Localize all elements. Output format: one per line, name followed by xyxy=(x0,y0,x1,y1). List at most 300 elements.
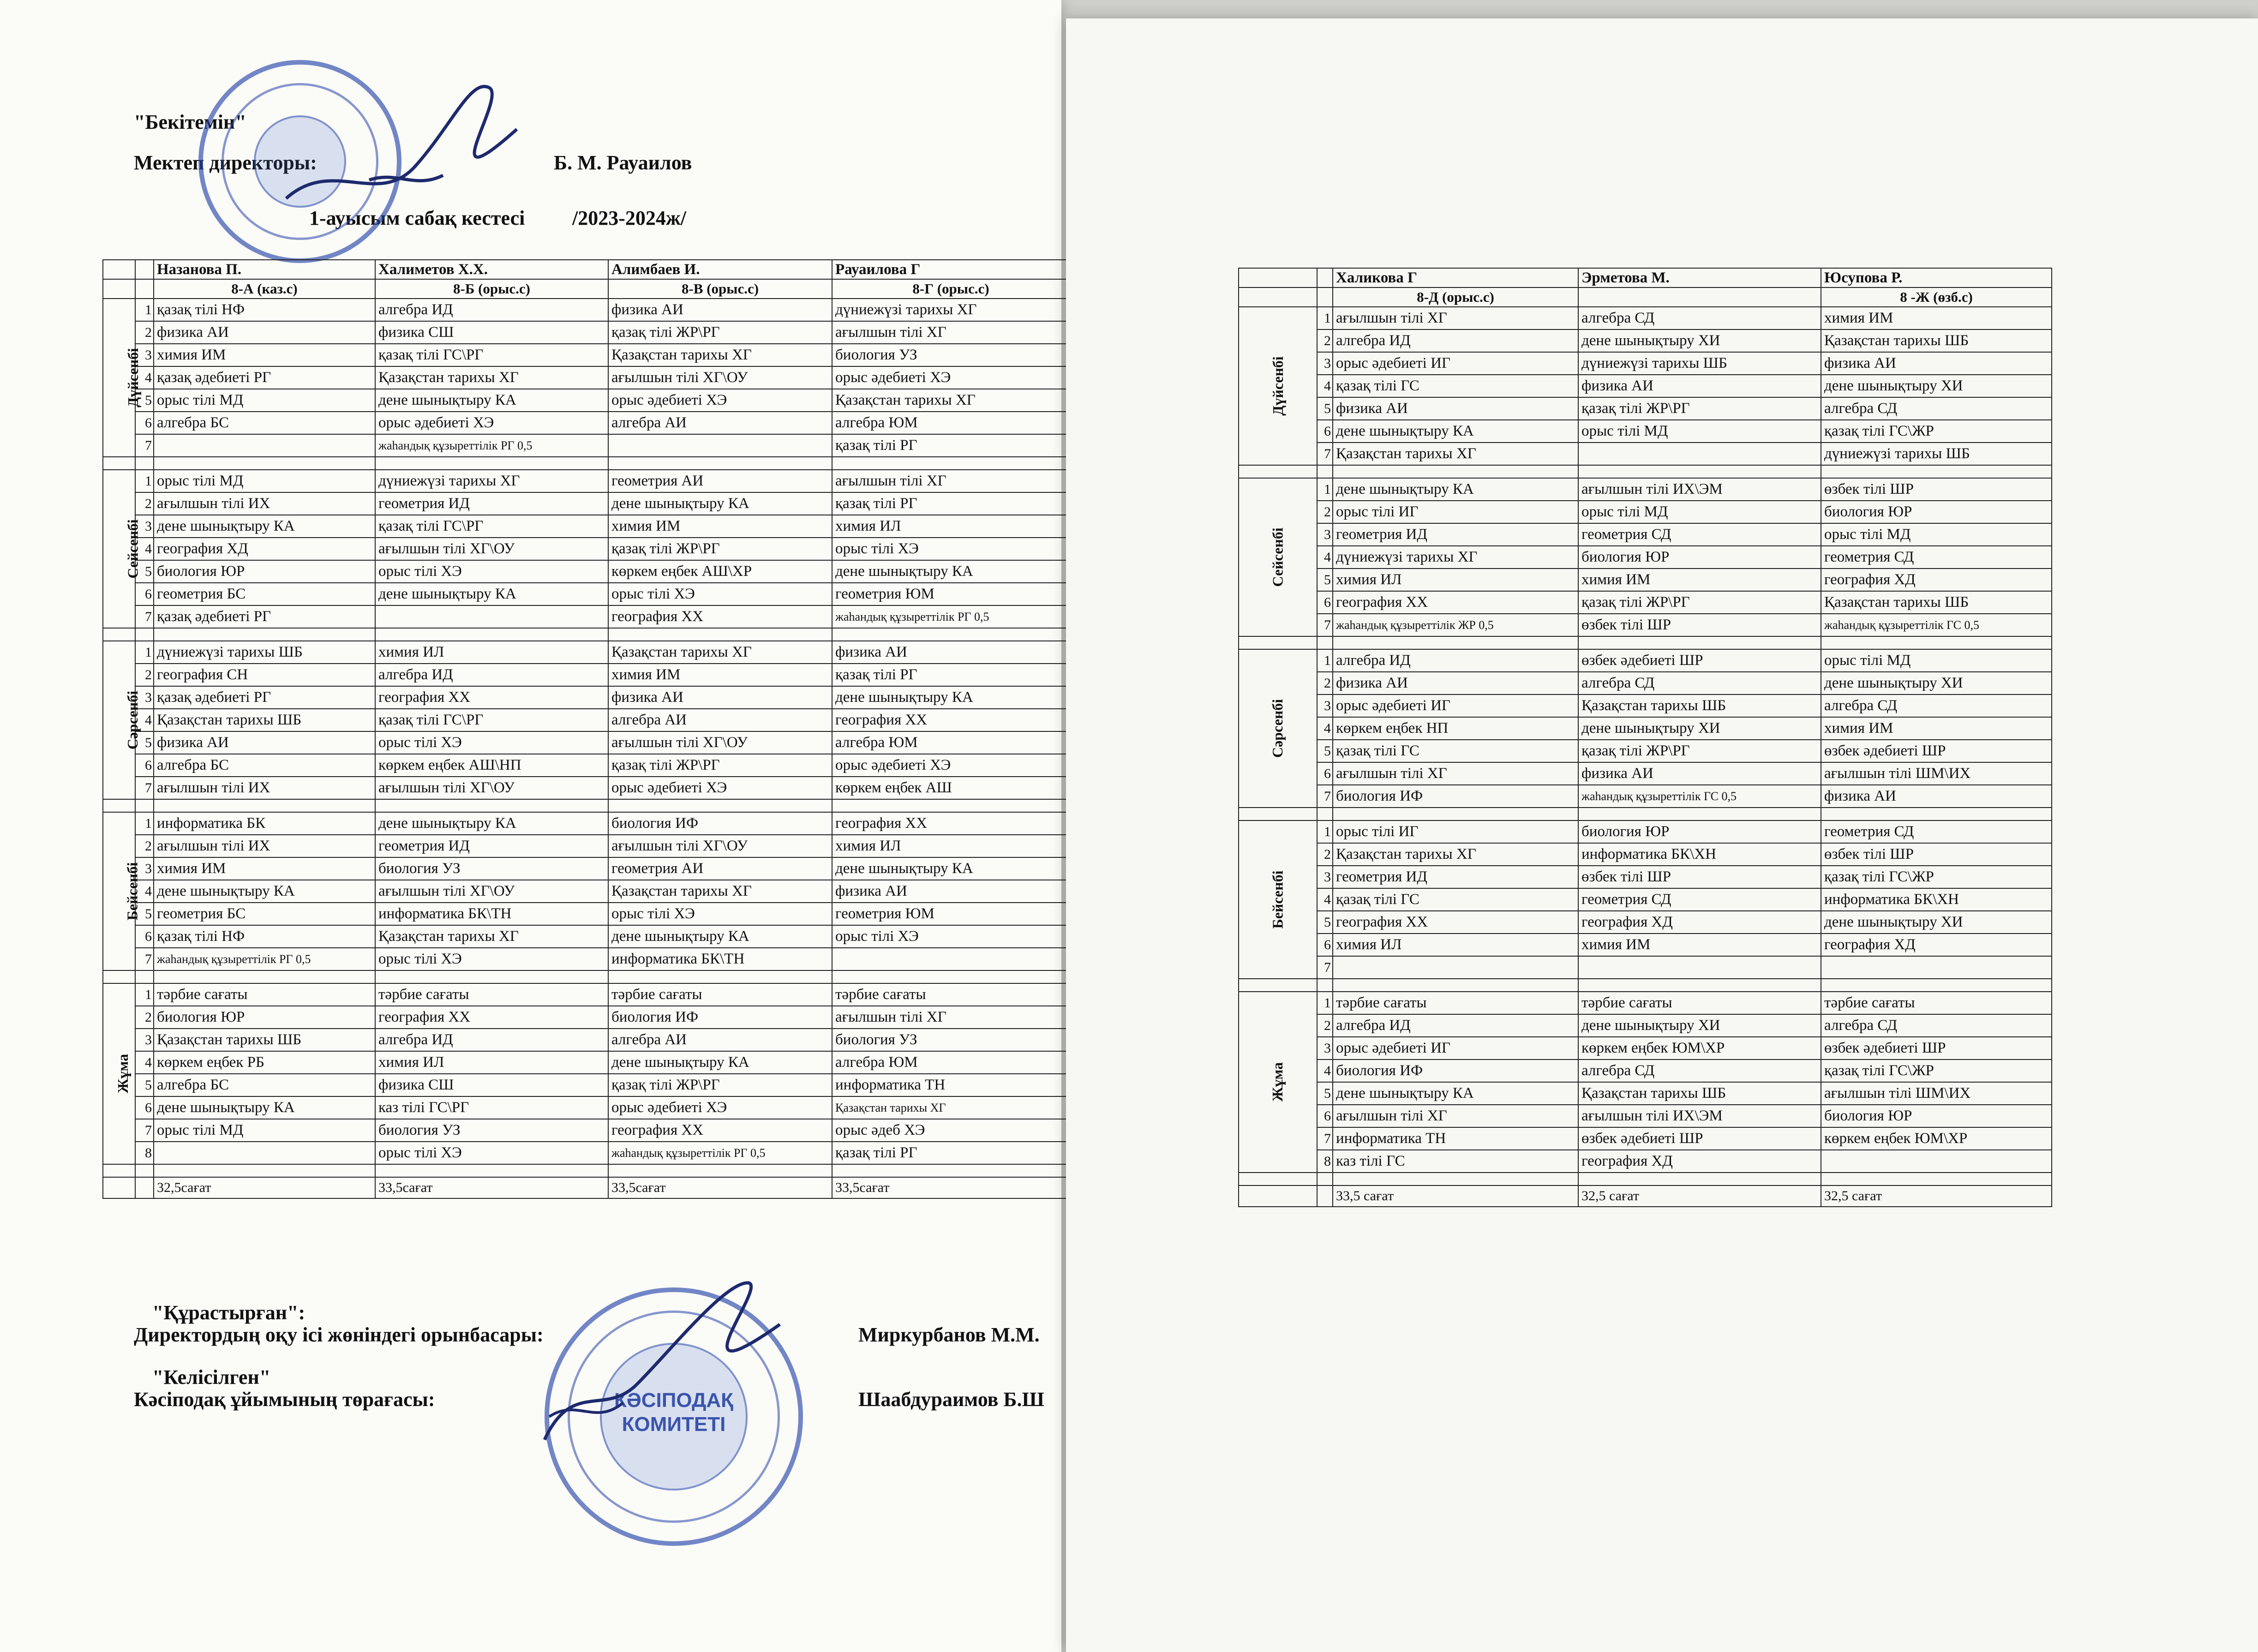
lesson-cell: биология ИФ xyxy=(608,1006,832,1029)
lesson-cell: дүниежүзі тарихы ШБ xyxy=(154,641,375,664)
lesson-cell: биология УЗ xyxy=(832,1029,1070,1051)
lesson-cell: дүниежүзі тарихы ХГ xyxy=(832,299,1070,321)
lesson-cell: алгебра СД xyxy=(1578,672,1821,694)
empty-cell xyxy=(1578,1173,1821,1185)
lesson-cell: химия ИЛ xyxy=(832,835,1070,857)
lesson-number: 5 xyxy=(135,1074,154,1096)
lesson-row xyxy=(103,492,1070,515)
lesson-cell: физика АИ xyxy=(832,880,1070,903)
empty-cell xyxy=(1333,636,1578,649)
empty-cell xyxy=(608,628,832,641)
lesson-row xyxy=(1239,352,2052,375)
lesson-cell xyxy=(154,434,375,457)
lesson-cell: дене шынықтыру КА xyxy=(375,389,608,412)
lesson-cell xyxy=(1821,956,2052,979)
lesson-cell: жаһандық құзыреттілік ГС 0,5 xyxy=(1578,785,1821,808)
lesson-cell: орыс әдебиеті ХЭ xyxy=(832,754,1070,777)
lesson-cell: дене шынықтыру КА xyxy=(1333,420,1578,443)
empty-cell xyxy=(1239,636,1317,649)
lesson-cell: орыс тілі ХЭ xyxy=(832,925,1070,948)
spacer-row xyxy=(103,1164,1070,1177)
lesson-number: 1 xyxy=(135,299,154,321)
lesson-row xyxy=(103,880,1070,903)
lesson-cell: қазақ тілі РГ xyxy=(832,434,1070,457)
corner-cell xyxy=(1317,287,1333,307)
lesson-row xyxy=(1239,614,2052,636)
lesson-row xyxy=(103,1142,1070,1164)
lesson-cell: дүниежүзі тарихы ХГ xyxy=(1333,546,1578,569)
lesson-number: 8 xyxy=(135,1142,154,1164)
empty-cell xyxy=(1821,1173,2052,1185)
lesson-number: 2 xyxy=(135,321,154,344)
lesson-row xyxy=(103,1051,1070,1074)
day-label: Жұма xyxy=(1269,1062,1286,1102)
empty-cell xyxy=(154,799,375,812)
lesson-number: 7 xyxy=(1317,614,1333,636)
empty-cell xyxy=(1317,1173,1333,1185)
lesson-cell: каз тілі ГС\РГ xyxy=(375,1096,608,1119)
lesson-cell: алгебра ИД xyxy=(1333,649,1578,672)
lesson-cell: химия ИМ xyxy=(1821,307,2052,329)
lesson-number: 1 xyxy=(135,470,154,492)
day-name xyxy=(103,983,135,1164)
lesson-cell: қазақ тілі ЖР\РГ xyxy=(608,538,832,560)
class-name xyxy=(1578,287,1821,307)
lesson-cell: химия ИЛ xyxy=(1333,569,1578,591)
lesson-cell: химия ИЛ xyxy=(832,515,1070,538)
approval-title: "Бекітемін" xyxy=(134,111,246,133)
lesson-cell: тәрбие сағаты xyxy=(832,983,1070,1006)
total-hours: 32,5сағат xyxy=(154,1177,375,1198)
lesson-cell: геометрия ИД xyxy=(375,835,608,857)
lesson-number: 7 xyxy=(135,434,154,457)
lesson-number: 1 xyxy=(1317,649,1333,672)
day-name xyxy=(103,299,141,457)
teacher-name: Алимбаев И. xyxy=(608,260,832,279)
lesson-cell: өзбек әдебиеті ШР xyxy=(1821,1037,2052,1059)
lesson-number: 2 xyxy=(135,492,154,515)
lesson-cell: алгебра ЮМ xyxy=(832,731,1070,754)
corner-cell xyxy=(135,260,154,279)
lesson-cell: дене шынықтыру КА xyxy=(154,515,375,538)
agreed-title: "Келісілген" xyxy=(152,1366,271,1389)
lesson-cell: дене шынықтыру ХИ xyxy=(1821,672,2052,694)
lesson-cell: Қазақстан тарихы ХГ xyxy=(375,925,608,948)
empty-cell xyxy=(375,1164,608,1177)
lesson-cell: география СН xyxy=(154,664,375,686)
day-name xyxy=(103,641,141,799)
lesson-row xyxy=(1239,397,2052,420)
lesson-cell: қазақ әдебиеті РГ xyxy=(154,366,375,389)
lesson-row xyxy=(103,321,1070,344)
lesson-cell: Қазақстан тарихы ШБ xyxy=(1578,1082,1821,1105)
empty-cell xyxy=(1333,465,1578,478)
lesson-cell: Қазақстан тарихы ШБ xyxy=(1821,591,2052,614)
lesson-row xyxy=(103,812,1070,835)
lesson-row xyxy=(1239,911,2052,934)
compiler-signature xyxy=(531,1264,808,1458)
compiled-title: "Құрастырған": xyxy=(152,1301,305,1324)
lesson-cell: жаһандық құзыреттілік ГС 0,5 xyxy=(1821,614,2052,636)
lesson-cell: орыс әдебиеті ХЭ xyxy=(608,777,832,799)
empty-cell xyxy=(832,1164,1070,1177)
lesson-cell: тәрбие сағаты xyxy=(1333,992,1578,1014)
lesson-cell: көркем еңбек ЮМ\ХР xyxy=(1821,1127,2052,1150)
class-name: 8-Б (орыс.с) xyxy=(375,279,608,299)
lesson-cell: жаһандық құзыреттілік РГ 0,5 xyxy=(154,948,375,970)
lesson-number: 6 xyxy=(135,412,154,434)
teacher-name: Халикова Г xyxy=(1333,268,1578,287)
lesson-row xyxy=(103,389,1070,412)
empty-cell xyxy=(1317,808,1333,820)
compiled-role: Директордың оқу ісі жөніндегі орынбасары: xyxy=(134,1323,544,1346)
spacer-row xyxy=(103,799,1070,812)
lesson-number: 1 xyxy=(135,812,154,835)
lesson-number: 4 xyxy=(135,366,154,389)
lesson-cell: көркем еңбек АШ xyxy=(832,777,1070,799)
left-sheet xyxy=(0,0,1061,1652)
lesson-row xyxy=(103,366,1070,389)
empty-cell xyxy=(103,457,135,470)
lesson-cell: химия ИЛ xyxy=(1333,934,1578,956)
lesson-row xyxy=(103,1096,1070,1119)
lesson-row xyxy=(103,470,1070,492)
lesson-row xyxy=(1239,1014,2052,1037)
lesson-cell: алгебра БС xyxy=(154,412,375,434)
spacer-row xyxy=(103,457,1070,470)
lesson-cell: химия ИЛ xyxy=(375,1051,608,1074)
lesson-number: 6 xyxy=(135,583,154,605)
lesson-cell xyxy=(1821,1150,2052,1173)
empty-cell xyxy=(1239,1185,1317,1207)
lesson-cell: жаһандық құзыреттілік РГ 0,5 xyxy=(608,1142,832,1164)
class-name: 8-В (орыс.с) xyxy=(608,279,832,299)
lesson-number: 7 xyxy=(1317,785,1333,808)
lesson-cell: Қазақстан тарихы ШБ xyxy=(154,1029,375,1051)
lesson-cell: Қазақстан тарихы ХГ xyxy=(1333,843,1578,866)
lesson-row xyxy=(1239,1105,2052,1127)
lesson-cell: тәрбие сағаты xyxy=(375,983,608,1006)
right-sheet xyxy=(1066,18,2258,1652)
empty-cell xyxy=(1239,979,1317,992)
lesson-cell: геометрия СД xyxy=(1578,888,1821,911)
lesson-row xyxy=(103,299,1070,321)
lesson-row xyxy=(1239,546,2052,569)
lesson-cell: химия ИМ xyxy=(608,515,832,538)
lesson-cell: информатика БК\ХН xyxy=(1821,888,2052,911)
lesson-cell: география ХХ xyxy=(375,686,608,709)
approval-name: Б. М. Рауаилов xyxy=(554,151,692,174)
lesson-number: 6 xyxy=(135,754,154,777)
teacher-name: Халиметов Х.Х. xyxy=(375,260,608,279)
lesson-cell: қазақ тілі НФ xyxy=(154,299,375,321)
lesson-cell: көркем еңбек РБ xyxy=(154,1051,375,1074)
lesson-number: 2 xyxy=(135,664,154,686)
lesson-cell: ағылшын тілі ШМ\ИХ xyxy=(1821,762,2052,785)
lesson-number: 1 xyxy=(1317,820,1333,843)
lesson-cell: геометрия ЮМ xyxy=(832,903,1070,925)
lesson-cell: орыс әдебиеті ХЭ xyxy=(608,389,832,412)
lesson-cell: алгебра АИ xyxy=(608,709,832,731)
lesson-number: 3 xyxy=(1317,866,1333,888)
lesson-number: 3 xyxy=(1317,523,1333,546)
lesson-cell: биология ЮР xyxy=(1578,546,1821,569)
lesson-cell: каз тілі ГС xyxy=(1333,1150,1578,1173)
lesson-number: 7 xyxy=(1317,443,1333,465)
lesson-cell: физика АИ xyxy=(608,299,832,321)
day-name xyxy=(1239,478,1317,636)
schedule-title: 1-ауысым сабақ кестесі xyxy=(309,207,525,229)
lesson-cell: химия ИМ xyxy=(1578,569,1821,591)
lesson-cell: қазақ тілі ЖР\РГ xyxy=(1578,740,1821,762)
lesson-cell: химия ИМ xyxy=(1578,934,1821,956)
day-label: Бейсенбі xyxy=(1269,870,1286,928)
approval-role: Мектеп директоры: xyxy=(134,151,317,174)
lesson-number: 4 xyxy=(1317,717,1333,740)
lesson-cell: тәрбие сағаты xyxy=(1578,992,1821,1014)
lesson-cell: ағылшын тілі ХГ\ОУ xyxy=(608,835,832,857)
lesson-number: 3 xyxy=(135,515,154,538)
lesson-cell: алгебра СД xyxy=(1821,397,2052,420)
class-name: 8 -Ж (өзб.с) xyxy=(1821,287,2052,307)
lesson-row xyxy=(1239,785,2052,808)
lesson-cell: дүниежүзі тарихы ШБ xyxy=(1821,443,2052,465)
lesson-cell: орыс тілі МД xyxy=(1821,649,2052,672)
lesson-cell: орыс тілі МД xyxy=(154,1119,375,1142)
lesson-cell: алгебра ИД xyxy=(375,299,608,321)
lesson-number: 4 xyxy=(135,709,154,731)
lesson-cell: ағылшын тілі ХГ xyxy=(1333,762,1578,785)
spacer-row xyxy=(1239,808,2052,820)
lesson-row xyxy=(1239,1082,2052,1105)
lesson-cell: орыс тілі МД xyxy=(154,470,375,492)
lesson-cell xyxy=(154,1142,375,1164)
lesson-cell: география ХД xyxy=(1578,1150,1821,1173)
empty-cell xyxy=(1821,465,2052,478)
lesson-number: 4 xyxy=(1317,1059,1333,1082)
lesson-cell: физика АИ xyxy=(1578,762,1821,785)
lesson-cell: география ХХ xyxy=(1333,591,1578,614)
lesson-number: 3 xyxy=(1317,1037,1333,1059)
lesson-cell: қазақ тілі РГ xyxy=(832,492,1070,515)
lesson-cell: физика АИ xyxy=(154,731,375,754)
lesson-cell: биология УЗ xyxy=(375,1119,608,1142)
teacher-row xyxy=(103,260,1070,279)
class-name: 8-Д (орыс.с) xyxy=(1333,287,1578,307)
lesson-cell: көркем еңбек АШ\НП xyxy=(375,754,608,777)
lesson-cell: география ХХ xyxy=(375,1006,608,1029)
lesson-row xyxy=(103,835,1070,857)
agreed-role: Кәсіподақ ұйымының төрағасы: xyxy=(134,1388,435,1411)
totals-row xyxy=(103,1177,1070,1198)
lesson-row xyxy=(103,1074,1070,1096)
spacer-row xyxy=(103,628,1070,641)
lesson-cell: алгебра ИД xyxy=(375,1029,608,1051)
lesson-row xyxy=(103,434,1070,457)
total-hours: 33,5 сағат xyxy=(1333,1185,1578,1207)
day-label: Сейсенбі xyxy=(1269,527,1286,587)
lesson-number: 6 xyxy=(1317,420,1333,443)
lesson-number: 2 xyxy=(1317,843,1333,866)
lesson-row xyxy=(1239,956,2052,979)
day-name xyxy=(103,470,141,628)
lesson-number: 3 xyxy=(135,857,154,880)
corner-cell xyxy=(1239,268,1317,287)
lesson-cell: орыс әдеб ХЭ xyxy=(832,1119,1070,1142)
lesson-cell: ағылшын тілі ХГ xyxy=(832,470,1070,492)
lesson-number: 5 xyxy=(1317,397,1333,420)
day-name xyxy=(1239,649,1317,808)
lesson-cell: орыс тілі МД xyxy=(1578,420,1821,443)
empty-cell xyxy=(608,457,832,470)
lesson-cell: орыс әдебиеті ХЭ xyxy=(375,412,608,434)
empty-cell xyxy=(375,799,608,812)
empty-cell xyxy=(1578,636,1821,649)
lesson-cell: қазақ тілі ГС\РГ xyxy=(375,515,608,538)
lesson-cell: өзбек тілі ШР xyxy=(1821,843,2052,866)
teacher-row xyxy=(1239,268,2052,287)
lesson-row xyxy=(1239,569,2052,591)
lesson-cell: ағылшын тілі ХГ\ОУ xyxy=(608,366,832,389)
agreed-name: Шаабдураимов Б.Ш xyxy=(858,1388,1044,1411)
lesson-cell: биология УЗ xyxy=(832,344,1070,366)
lesson-row xyxy=(1239,717,2052,740)
lesson-cell: география ХХ xyxy=(832,812,1070,835)
empty-cell xyxy=(103,799,135,812)
lesson-cell xyxy=(608,434,832,457)
lesson-cell: қазақ тілі ГС\РГ xyxy=(375,709,608,731)
spacer-row xyxy=(1239,979,2052,992)
lesson-cell: география ХХ xyxy=(832,709,1070,731)
lesson-number: 3 xyxy=(135,1029,154,1051)
lesson-cell: Қазақстан тарихы ХГ xyxy=(832,389,1070,412)
lesson-cell: физика АИ xyxy=(1578,375,1821,397)
lesson-cell: биология ЮР xyxy=(1821,501,2052,523)
lesson-cell: орыс тілі ХЭ xyxy=(375,948,608,970)
lesson-cell: алгебра ИД xyxy=(1333,1014,1578,1037)
lesson-cell: өзбек тілі ШР xyxy=(1578,866,1821,888)
lesson-number: 7 xyxy=(135,948,154,970)
empty-cell xyxy=(832,628,1070,641)
lesson-cell: ағылшын тілі ИХ xyxy=(154,777,375,799)
lesson-cell: биология ИФ xyxy=(1333,785,1578,808)
lesson-cell: өзбек әдебиеті ШР xyxy=(1821,740,2052,762)
lesson-row xyxy=(103,538,1070,560)
class-name: 8-А (каз.с) xyxy=(154,279,375,299)
day-name xyxy=(1239,820,1317,979)
lesson-cell: дене шынықтыру КА xyxy=(1333,478,1578,501)
lesson-row xyxy=(103,754,1070,777)
lesson-row xyxy=(103,777,1070,799)
total-hours: 33,5сағат xyxy=(832,1177,1070,1198)
lesson-cell: дене шынықтыру КА xyxy=(154,1096,375,1119)
lesson-cell: физика АИ xyxy=(1333,397,1578,420)
empty-cell xyxy=(154,457,375,470)
lesson-cell: физика АИ xyxy=(608,686,832,709)
lesson-number: 6 xyxy=(135,1096,154,1119)
empty-cell xyxy=(135,1177,154,1198)
lesson-cell: көркем еңбек НП xyxy=(1333,717,1578,740)
lesson-number: 7 xyxy=(135,605,154,628)
day-label: Дүйсенбі xyxy=(1269,356,1286,416)
corner-cell xyxy=(103,260,135,279)
lesson-row xyxy=(103,344,1070,366)
lesson-row xyxy=(1239,307,2052,329)
lesson-cell xyxy=(1333,956,1578,979)
day-name xyxy=(1239,307,1317,465)
lesson-row xyxy=(103,605,1070,628)
lesson-cell: қазақ тілі ЖР\РГ xyxy=(1578,591,1821,614)
lesson-row xyxy=(103,857,1070,880)
lesson-cell: өзбек тілі ШР xyxy=(1578,614,1821,636)
lesson-cell: орыс әдебиеті ИГ xyxy=(1333,694,1578,717)
lesson-cell: география ХД xyxy=(1821,934,2052,956)
class-row xyxy=(1239,287,2052,307)
lesson-number: 5 xyxy=(1317,569,1333,591)
lesson-row xyxy=(103,903,1070,925)
day-name xyxy=(103,812,141,970)
empty-cell xyxy=(832,799,1070,812)
lesson-number: 6 xyxy=(1317,1105,1333,1127)
lesson-cell: геометрия АИ xyxy=(608,857,832,880)
lesson-cell: физика СШ xyxy=(375,1074,608,1096)
lesson-cell: қазақ тілі ГС\ЖР xyxy=(1821,420,2052,443)
empty-cell xyxy=(1578,979,1821,992)
lesson-number: 4 xyxy=(135,880,154,903)
spacer-row xyxy=(1239,1173,2052,1185)
lesson-cell: геометрия СД xyxy=(1821,820,2052,843)
lesson-cell: алгебра АИ xyxy=(608,412,832,434)
empty-cell xyxy=(375,457,608,470)
empty-cell xyxy=(1317,979,1333,992)
lesson-cell: көркем еңбек ЮМ\ХР xyxy=(1578,1037,1821,1059)
day-label: Сейсенбі xyxy=(124,519,141,579)
lesson-row xyxy=(1239,501,2052,523)
lesson-cell: дене шынықтыру ХИ xyxy=(1821,375,2052,397)
lesson-cell: орыс тілі ХЭ xyxy=(375,1142,608,1164)
lesson-cell: геометрия БС xyxy=(154,583,375,605)
empty-cell xyxy=(1239,1173,1317,1185)
lesson-cell: информатика ТН xyxy=(1333,1127,1578,1150)
teacher-name: Юсупова Р. xyxy=(1821,268,2052,287)
lesson-cell: дене шынықтыру КА xyxy=(832,560,1070,583)
lesson-cell: алгебра ИД xyxy=(375,664,608,686)
lesson-cell: қазақ тілі РГ xyxy=(832,664,1070,686)
lesson-row xyxy=(1239,820,2052,843)
lesson-row xyxy=(1239,672,2052,694)
lesson-cell: орыс тілі МД xyxy=(154,389,375,412)
lesson-number: 6 xyxy=(1317,934,1333,956)
lesson-row xyxy=(1239,934,2052,956)
totals-row xyxy=(1239,1185,2052,1207)
empty-cell xyxy=(1317,465,1333,478)
lesson-cell: дене шынықтыру КА xyxy=(608,925,832,948)
lesson-row xyxy=(103,1119,1070,1142)
empty-cell xyxy=(375,628,608,641)
lesson-cell: жаһандық құзыреттілік ЖР 0,5 xyxy=(1333,614,1578,636)
lesson-row xyxy=(103,686,1070,709)
lesson-cell xyxy=(1578,956,1821,979)
lesson-cell: дене шынықтыру ХИ xyxy=(1821,911,2052,934)
lesson-cell: ағылшын тілі ХГ\ОУ xyxy=(375,880,608,903)
director-signature xyxy=(277,60,554,226)
lesson-number: 4 xyxy=(1317,546,1333,569)
lesson-cell: қазақ тілі НФ xyxy=(154,925,375,948)
lesson-cell: алгебра СД xyxy=(1821,1014,2052,1037)
lesson-cell: өзбек әдебиеті ШР xyxy=(1578,649,1821,672)
lesson-cell: орыс тілі ХЭ xyxy=(375,560,608,583)
empty-cell xyxy=(135,799,154,812)
